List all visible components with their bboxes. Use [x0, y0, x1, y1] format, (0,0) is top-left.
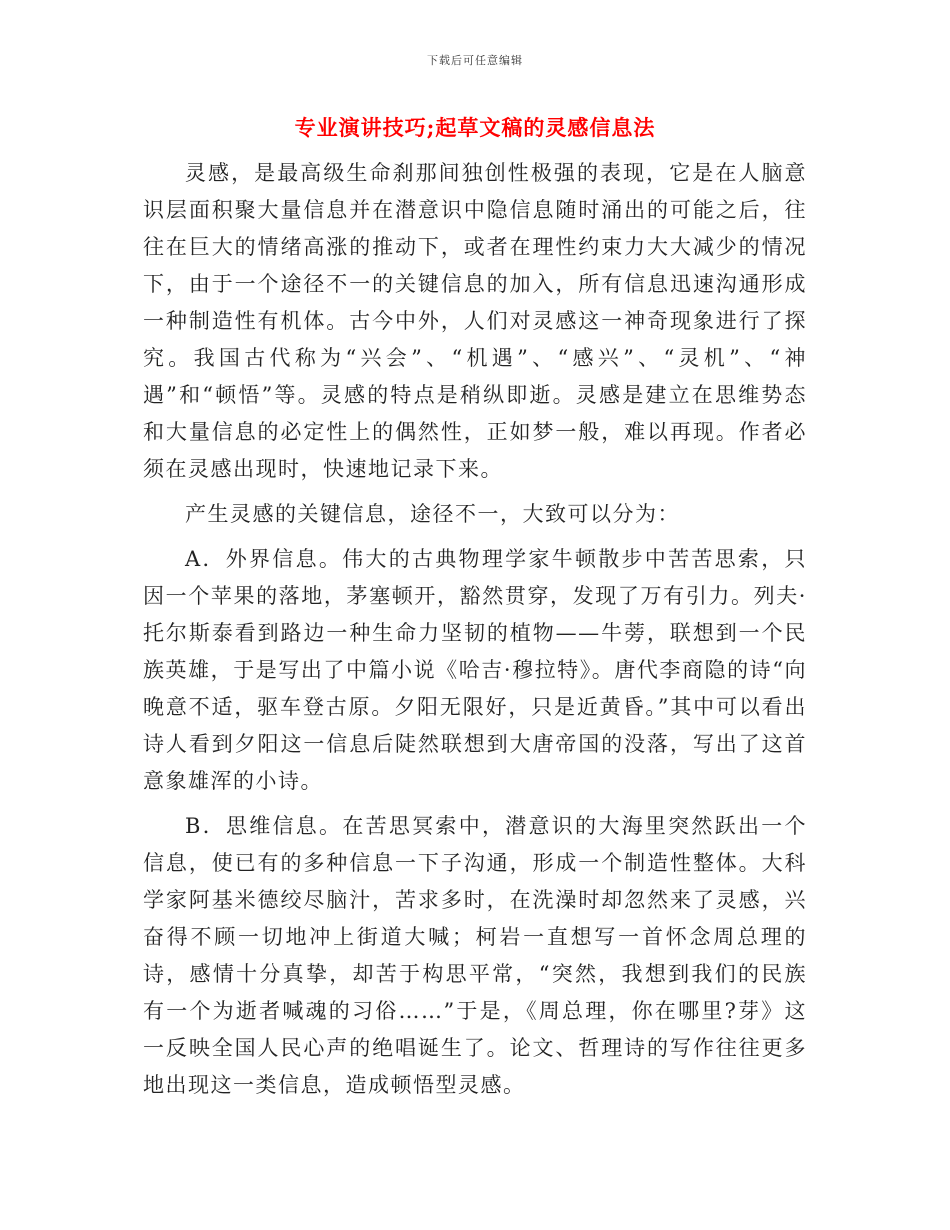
- paragraph-external-info: A．外界信息。伟大的古典物理学家牛顿散步中苦苦思索，只因一个苹果的落地，茅塞顿开，豁然贯穿，发现了万有引力。列夫·托尔斯泰看到路边一种生命力坚韧的植物——牛蒡，联想到一个民族英雄，于是写出了中篇小说《哈吉·穆拉特》。唐代李商隐的诗“向晚意不适，驱车登古原。夕阳无限好，只是近黄昏。”其中可以看出诗人看到夕阳这一信息后陡然联想到大唐帝国的没落，写出了这首意象雄浑的小诗。: [143, 547, 807, 793]
- paragraph-key-info-intro: 产生灵感的关键信息，途径不一，大致可以分为：: [185, 502, 680, 526]
- document-body: [143, 155, 807, 1112]
- paragraph-thinking-info: B．思维信息。在苦思冥索中，潜意识的大海里突然跃出一个信息，使已有的多种信息一下子沟通，形成一个制造性整体。大科学家阿基米德绞尽脑汁，苦求多时，在洗澡时却忽然来了灵感，兴奋得不顾一切地冲上街道大喊；柯岩一直想写一首怀念周总理的诗，感情十分真挚，却苦于构思平常，“突然，我想到我们的民族有一个为逝者喊魂的习俗……”于是，《周总理，你在哪里?芽》这一反映全国人民心声的绝唱诞生了。论文、哲理诗的写作往往更多地出现这一类信息，造成顿悟型灵感。: [143, 814, 807, 1097]
- page-header-note: 下载后可任意编辑: [427, 54, 523, 67]
- document-title: 专业演讲技巧;起草文稿的灵感信息法: [294, 115, 656, 140]
- paragraph-inspiration-definition: 灵感，是最高级生命刹那间独创性极强的表现，它是在人脑意识层面积聚大量信息并在潜意识中隐信息随时涌出的可能之后，往往在巨大的情绪高涨的推动下，或者在理性约束力大大减少的情况下，由于一个途径不一的关键信息的加入，所有信息迅速沟通形成一种制造性有机体。古今中外，人们对灵感这一神奇现象进行了探究。我国古代称为“兴会”、“机遇”、“感兴”、“灵机”、“神遇”和“顿悟”等。灵感的特点是稍纵即逝。灵感是建立在思维势态和大量信息的必定性上的偶然性，正如梦一般，难以再现。作者必须在灵感出现时，快速地记录下来。: [143, 161, 807, 481]
